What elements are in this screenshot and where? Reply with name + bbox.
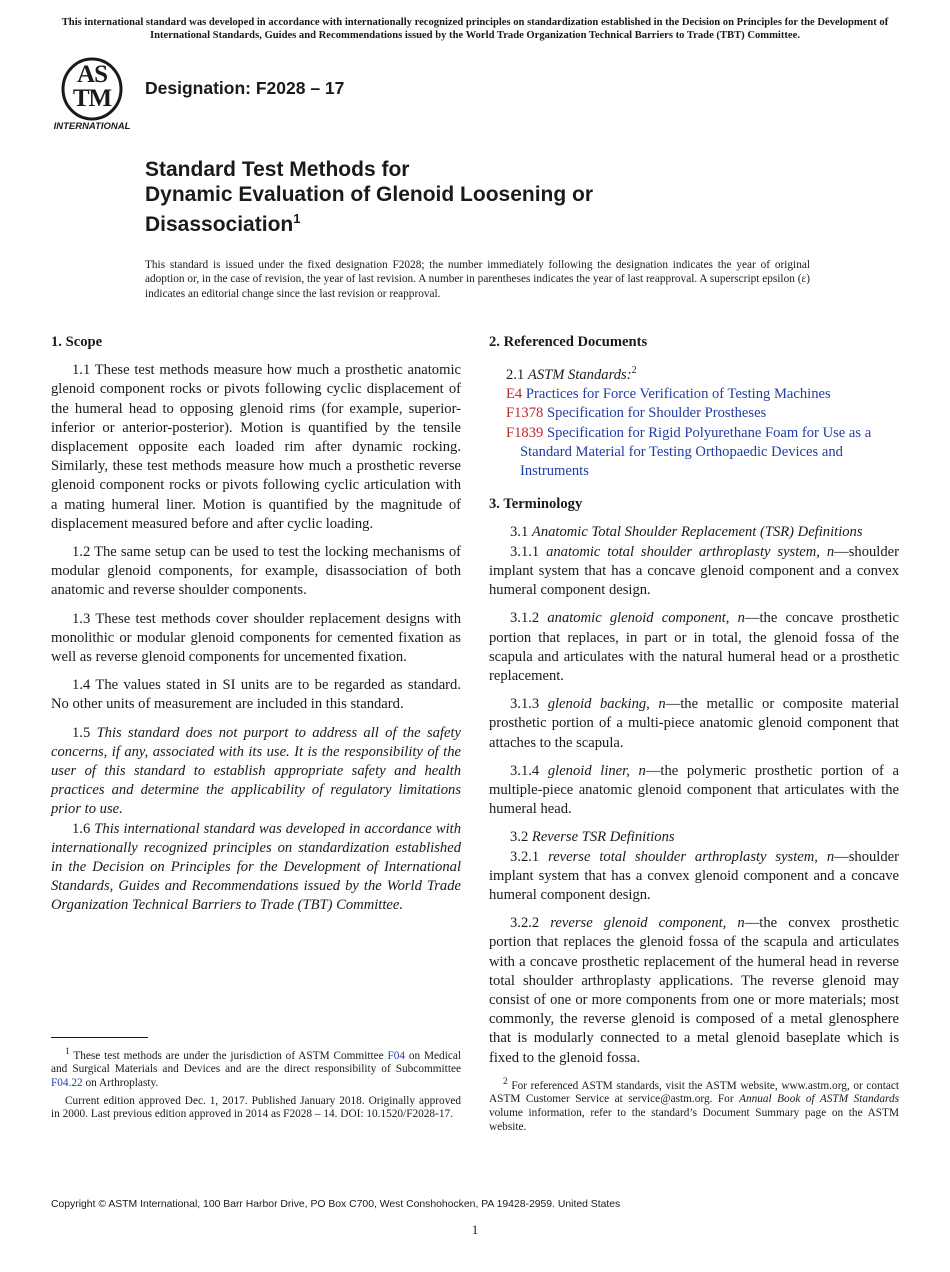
ref-title-link[interactable]: Specification for Rigid Polyurethane Foam for Use as a Standard Material for Testing Orthopaedic Devices and Instruments xyxy=(520,424,872,480)
footnotes-right xyxy=(489,1076,899,1138)
term-3-1-1 xyxy=(489,543,899,601)
title-line-3-text: Disassociation xyxy=(145,213,294,236)
term-3-1-num: 3.1 xyxy=(510,524,529,541)
term-3-1-title: Anatomic Total Shoulder Replacement (TSR) Definitions xyxy=(531,524,863,541)
footnote-2 xyxy=(489,1076,899,1134)
refs-heading: 2. Referenced Documents xyxy=(489,334,648,350)
ref-item[interactable] xyxy=(489,385,899,404)
ref-title-link[interactable]: Specification for Shoulder Prostheses xyxy=(546,405,767,422)
svg-text:AS: AS xyxy=(77,61,107,88)
page-number: 1 xyxy=(471,1222,479,1237)
term-num: 3.1.4 xyxy=(510,762,540,779)
term-definition: —the polymeric prosthetic portion of a multiple-piece anatomic glenoid component that articulates with the humeral head. xyxy=(489,762,899,818)
scope-p5-num: 1.5 xyxy=(72,724,91,741)
footnote-rule xyxy=(51,1037,148,1038)
scope-p2: 1.2 The same setup can be used to test the locking mechanisms of modular glenoid components, for example, disassociation of both anatomic and reverse shoulder components. xyxy=(51,544,461,599)
term-name: anatomic total shoulder arthroplasty system, n xyxy=(546,543,835,560)
ref-code-link[interactable]: E4 xyxy=(506,386,523,403)
scope-p1: 1.1 These test methods measure how much a prosthetic anatomic glenoid component rocks or pivots following cyclic displacement of the humeral head to opposing glenoid rims (for example, superior-inferior or anterior-posterior). Motion is quantified by the tensile displacement opposite each loaded rim after dynamic rocking. Similarly, these test methods measure how much a prosthetic reverse glenoid component rocks or pivots following cyclic articulation with a mating humeral liner. Motion is quantified by the magnitude of displacement measured before and after cyclic loading. xyxy=(51,362,461,532)
left-column xyxy=(51,333,461,925)
scope-p6-num: 1.6 xyxy=(72,820,91,837)
term-definition: —shoulder implant system that has a convex glenoid component and a concave humeral component design. xyxy=(489,848,899,903)
refs-sub-title: ASTM Standards: xyxy=(527,367,632,384)
term-name: reverse total shoulder arthroplasty system, n xyxy=(548,848,835,865)
svg-text:INTERNATIONAL: INTERNATIONAL xyxy=(53,121,131,132)
scope-p4: 1.4 The values stated in SI units are to be regarded as standard. No other units of measurement are included in this standard. xyxy=(51,677,461,713)
term-3-2-title: Reverse TSR Definitions xyxy=(531,829,675,846)
term-num: 3.1.1 xyxy=(510,543,540,560)
term-3-2-2 xyxy=(489,914,899,1068)
astm-logo xyxy=(52,56,136,132)
footnote-edition: Current edition approved Dec. 1, 2017. Published January 2018. Originally approved in 2000. Last previous edition approved in 2014 as F2028 – 14. DOI: 10.1520/F2028-17. xyxy=(51,1094,461,1121)
ref-title-link[interactable]: Practices for Force Verification of Testing Machines xyxy=(525,386,831,403)
svg-text:TM: TM xyxy=(72,85,112,112)
scope-p3: 1.3 These test methods cover shoulder replacement designs with monolithic or modular glenoid components for cemented fixation as well as reverse glenoid components for uncemented fixation. xyxy=(51,610,461,666)
issued-note: This standard is issued under the fixed designation F2028; the number immediately following the designation indicates the year of original adoption or, in the case of revision, the year of last revision. A number in parentheses indicates the year of last reapproval. A superscript epsilon (ε) indicates an editorial change since the last revision or reapproval. xyxy=(145,259,810,300)
astm-logo-icon xyxy=(52,56,136,132)
refs-sub-num: 2.1 xyxy=(506,367,525,384)
subcommittee-link[interactable]: F04.22 xyxy=(51,1076,83,1089)
footnote-mark: 1 xyxy=(65,1047,70,1057)
ref-item[interactable] xyxy=(489,424,899,482)
title-line-1: Standard Test Methods for xyxy=(145,158,410,181)
term-3-1 xyxy=(489,523,899,542)
document-title xyxy=(145,158,593,238)
term-num: 3.1.2 xyxy=(510,610,540,627)
title-line-2: Dynamic Evaluation of Glenoid Loosening or xyxy=(145,182,594,206)
term-definition: —the convex prosthetic portion that replaces the glenoid fossa of the scapula and articulates with a concave prosthetic replacement of the humeral head in reverse total shoulder arthroplasty applications. The reverse glenoid may consist of one or more components from one or more materials; most commonly, the reverse glenoid is composed of a metal glenosphere that is modularly connected to a metal glenoid baseplate which is fixed to the glenoid fossa. xyxy=(489,915,899,1066)
scope-p6-text: This international standard was developed in accordance with internationally recognized principles on standardization established in the Decision on Principles for the Development of International Standards, Guides and Recommendations issued by the World Trade Organization Technical Barriers to Trade (TBT) Committee. xyxy=(51,820,462,914)
right-column xyxy=(489,333,899,1077)
top-notice: This international standard was developed in accordance with internationally recognized principles on standardization established in the Decision on Principles for the Development of International Standards, Guides and Recommendations issued by the World Trade Organization Technical Barriers to Trade (TBT) Committee. xyxy=(61,17,889,41)
term-name: glenoid backing, n xyxy=(547,696,666,713)
term-name: glenoid liner, n xyxy=(547,762,646,779)
scope-p6 xyxy=(51,820,461,916)
copyright: Copyright © ASTM International, 100 Barr Harbor Drive, PO Box C700, West Conshohocken, PA 19428-2959. United States xyxy=(51,1199,621,1210)
footnote-text: on Medical and Surgical Materials and Devices and are the direct responsibility of Subcommittee xyxy=(51,1049,462,1076)
term-3-1-2 xyxy=(489,609,899,686)
footnote-text: For referenced ASTM standards, visit the ASTM website, www.astm.org, or contact ASTM Customer Service at service@astm.org. For xyxy=(489,1079,900,1106)
term-num: 3.2.2 xyxy=(510,915,540,932)
term-name: reverse glenoid component, n xyxy=(550,915,745,932)
term-3-2 xyxy=(489,828,899,847)
term-definition: —the metallic or composite material prosthetic portion of a multi-piece anatomic glenoid component that attaches to the scapula. xyxy=(489,696,900,751)
term-num: 3.2.1 xyxy=(510,848,540,865)
term-3-1-4 xyxy=(489,762,899,820)
ref-item[interactable] xyxy=(489,404,899,423)
refs-subheading xyxy=(489,361,899,385)
designation: Designation: F2028 – 17 xyxy=(145,78,345,98)
scope-p5 xyxy=(51,724,461,820)
refs-sub-mark: 2 xyxy=(631,365,637,377)
footnote-text: These test methods are under the jurisdiction of ASTM Committee xyxy=(73,1049,384,1062)
term-3-1-3 xyxy=(489,695,899,753)
footnotes-left xyxy=(51,1037,461,1126)
footnote-text: on Arthroplasty. xyxy=(85,1076,159,1089)
footnote-mark: 2 xyxy=(503,1077,508,1087)
committee-link[interactable]: F04 xyxy=(387,1049,406,1062)
footnote-1 xyxy=(51,1046,461,1091)
ref-code-link[interactable]: F1378 xyxy=(506,405,544,422)
title-line-3 xyxy=(145,207,593,238)
term-num: 3.1.3 xyxy=(510,696,540,713)
footnote-text: volume information, refer to the standard’s Document Summary page on the ASTM website. xyxy=(489,1106,899,1133)
term-3-2-1 xyxy=(489,848,899,906)
term-definition: —the concave prosthetic portion that replaces, in part or in total, the glenoid fossa of the scapula and articulates with the natural humeral head or a prosthetic replacement. xyxy=(489,610,899,684)
term-name: anatomic glenoid component, n xyxy=(547,610,745,627)
term-3-2-num: 3.2 xyxy=(510,829,529,846)
title-footnote-mark: 1 xyxy=(293,211,301,226)
ref-code-link[interactable]: F1839 xyxy=(506,424,544,441)
scope-heading: 1. Scope xyxy=(51,334,103,350)
scope-p5-text: This standard does not purport to address all of the safety concerns, if any, associated with its use. It is the responsibility of the user of this standard to establish appropriate safety and health practices and determine the applicability of regulatory limitations prior to use. xyxy=(51,724,461,818)
term-definition: —shoulder implant system that has a concave glenoid component and a convex humeral component design. xyxy=(489,543,899,599)
terminology-heading: 3. Terminology xyxy=(489,496,583,513)
footnote-italic: Annual Book of ASTM Standards xyxy=(739,1093,899,1106)
